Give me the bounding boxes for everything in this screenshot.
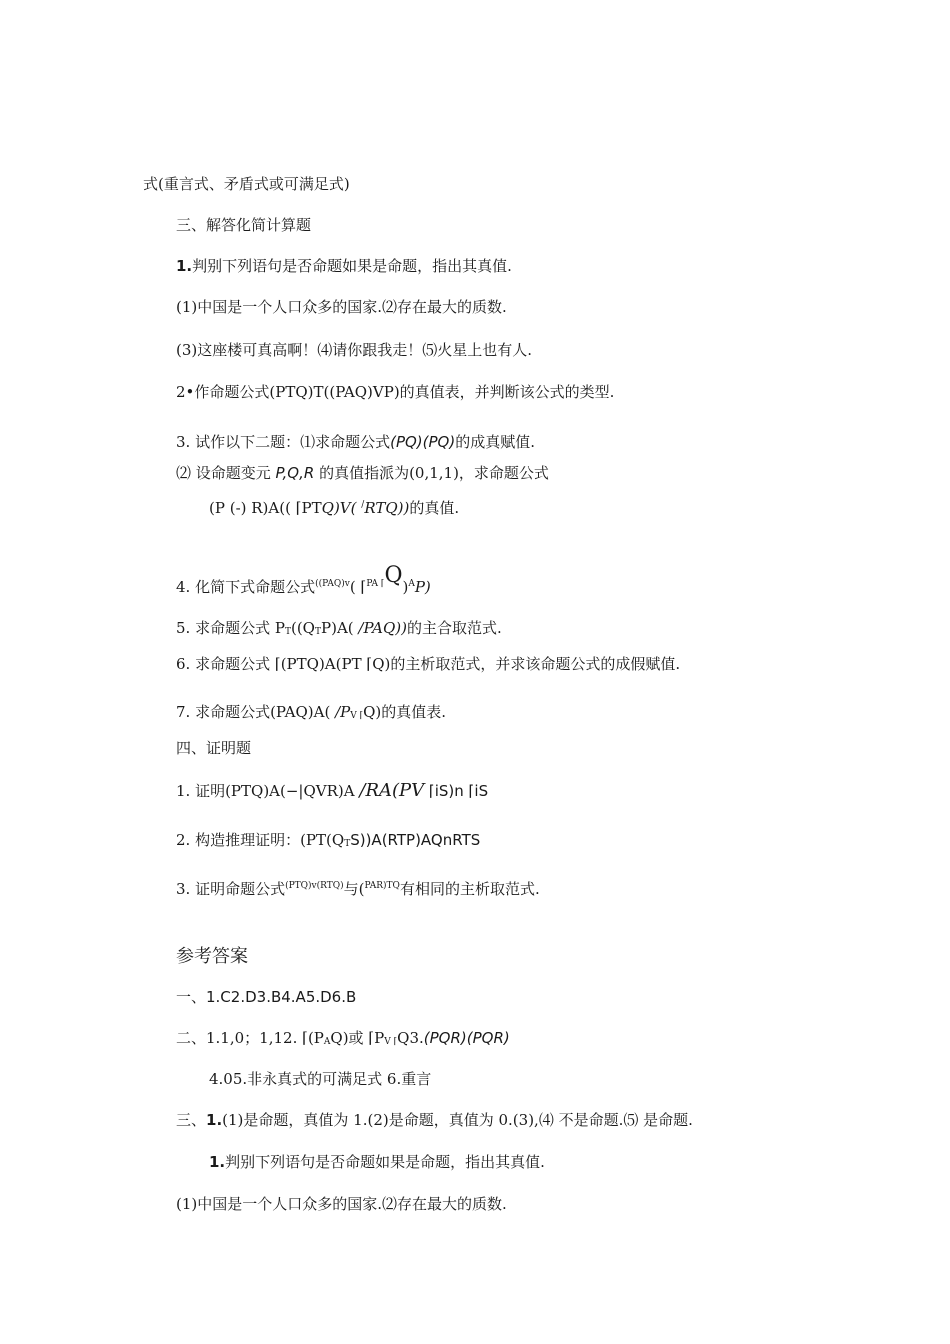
formula-a: (PTQ)v(RTQ) (285, 881, 344, 891)
q-text-a: 3. 证明命题公式 (176, 880, 286, 898)
section-heading-4: 四、证明题 (176, 739, 252, 757)
formula-c: T (314, 627, 321, 637)
question-3-3-part2 (176, 463, 549, 483)
formula-a: T (344, 839, 351, 849)
q-text-b: 的成真赋值. (455, 433, 535, 451)
ans-f: (PQR)(PQR) (423, 1029, 510, 1047)
question-3-1-items-a: (1)中国是一个人口众多的国家.⑵存在最大的质数. (176, 298, 507, 316)
ans-c: Q)或 ⌈P (330, 1029, 385, 1047)
ans-b: A (323, 1037, 331, 1047)
formula-c: ( ⌈ (349, 578, 367, 596)
ans-c: (1)是命题，真值为 1.(2)是命题，真值为 0.(3),⑷ 不是命题.⑸ 是命题. (222, 1111, 693, 1129)
q-text-a: ⑵ 设命题变元 (176, 464, 276, 482)
ans-a: 二、1.1,0；1,12. ⌈(P (176, 1029, 324, 1047)
formula-a: ((PAQ) (315, 579, 345, 589)
q-text-b: 有相同的主析取范式. (399, 880, 540, 898)
formula-b: Q)V( (321, 499, 362, 517)
formula-a: /RA(PV (359, 780, 425, 801)
formula-e: ) (402, 578, 409, 596)
question-4-2 (176, 830, 480, 854)
question-3-6: 6. 求命题公式 ⌈(PTQ)A(PT ⌈Q)的主析取范式，并求该命题公式的成假赋值. (176, 655, 681, 673)
answers-part-3 (176, 1110, 693, 1130)
formula: (PQ)(PQ) (390, 433, 456, 451)
question-4-1 (176, 781, 488, 801)
question-3-1-items-b: (3)这座楼可真高啊！⑷请你跟我走！⑸火星上也有人. (176, 341, 533, 359)
q-text: 判别下列语句是否命题如果是命题，指出其真值. (225, 1153, 545, 1171)
q-text-a: 1. 证明(PTQ)A(−|QVR)A (176, 782, 360, 800)
section-heading-3: 三、解答化简计算题 (176, 216, 312, 234)
formula-a: T (284, 627, 291, 637)
formula-b: ((Q (290, 619, 315, 637)
formula-q: Q (384, 563, 403, 588)
q-number: 1. (209, 1153, 226, 1171)
q-text-a: 5. 求命题公式 P (176, 619, 285, 637)
ans-a: 三、 (176, 1111, 207, 1129)
formula-b: 与( (343, 880, 365, 898)
answers-part-1: 一、1.C2.D3.B4.A5.D6.B (176, 988, 357, 1006)
formula-b: ⌈iS)n ⌈iS (424, 782, 489, 800)
ans-b: 1. (206, 1111, 223, 1129)
formula-d: RTQ)) (364, 499, 410, 517)
formula-b: V ⌈ (350, 711, 364, 721)
answers-part-2-cont: 4.05.非永真式的可满足式 6.重言 (209, 1070, 432, 1088)
ans-e: Q3. (397, 1029, 424, 1047)
q-text-a: 2. 构造推理证明：(PT(Q (176, 831, 345, 849)
answers-part-2 (176, 1028, 510, 1052)
formula-g: P) (414, 578, 431, 596)
formula-c: Q)的真值表. (363, 703, 447, 721)
q-text: 判别下列语句是否命题如果是命题，指出其真值. (192, 257, 512, 275)
q-text-b: 的真值指派为(0,1,1)，求命题公式 (314, 464, 549, 482)
formula-b: v (344, 579, 350, 589)
answers-heading: 参考答案 (176, 946, 248, 967)
formula-a: /P (335, 703, 351, 721)
question-3-5 (176, 618, 502, 642)
question-3-1 (176, 256, 512, 276)
question-3-7 (176, 702, 446, 726)
q-text-a: 7. 求命题公式(PAQ)A( (176, 703, 336, 721)
question-3-3 (176, 432, 535, 452)
q-text: 4. 化简下式命题公式 (176, 578, 316, 596)
ans-d: V ⌈ (384, 1037, 398, 1047)
formula-f: A (408, 579, 415, 589)
variables: P,Q,R (275, 464, 315, 482)
q-text-a: 3. 试作以下二题：⑴求命题公式 (176, 433, 391, 451)
formula-b: S))A(RTP)AQnRTS (350, 831, 481, 849)
formula-d: PA ⌈ (366, 579, 385, 589)
q-text-b: 的主合取范式. (407, 619, 502, 637)
formula-e: /PAQ)) (358, 619, 408, 637)
formula-c: PAR)TQ (364, 881, 400, 891)
question-3-3-formula (209, 498, 459, 518)
formula-e: 的真值. (409, 499, 460, 517)
formula-d: P)A( (321, 619, 359, 637)
question-3-2: 2•作命题公式(PTQ)T((PAQ)VP)的真值表，并判断该公式的类型. (176, 383, 615, 401)
question-3-4 (176, 563, 431, 597)
formula-a: (P (-) R)A(( ⌈PT (209, 499, 322, 517)
formula-c: / (361, 500, 365, 510)
q-number: 1. (176, 257, 193, 275)
answers-repeat-items: (1)中国是一个人口众多的国家.⑵存在最大的质数. (176, 1195, 507, 1213)
line-subtitle-truncated: 式(重言式、矛盾式或可满足式) (143, 175, 350, 193)
answers-repeat-question (209, 1152, 545, 1172)
question-4-3 (176, 879, 540, 899)
